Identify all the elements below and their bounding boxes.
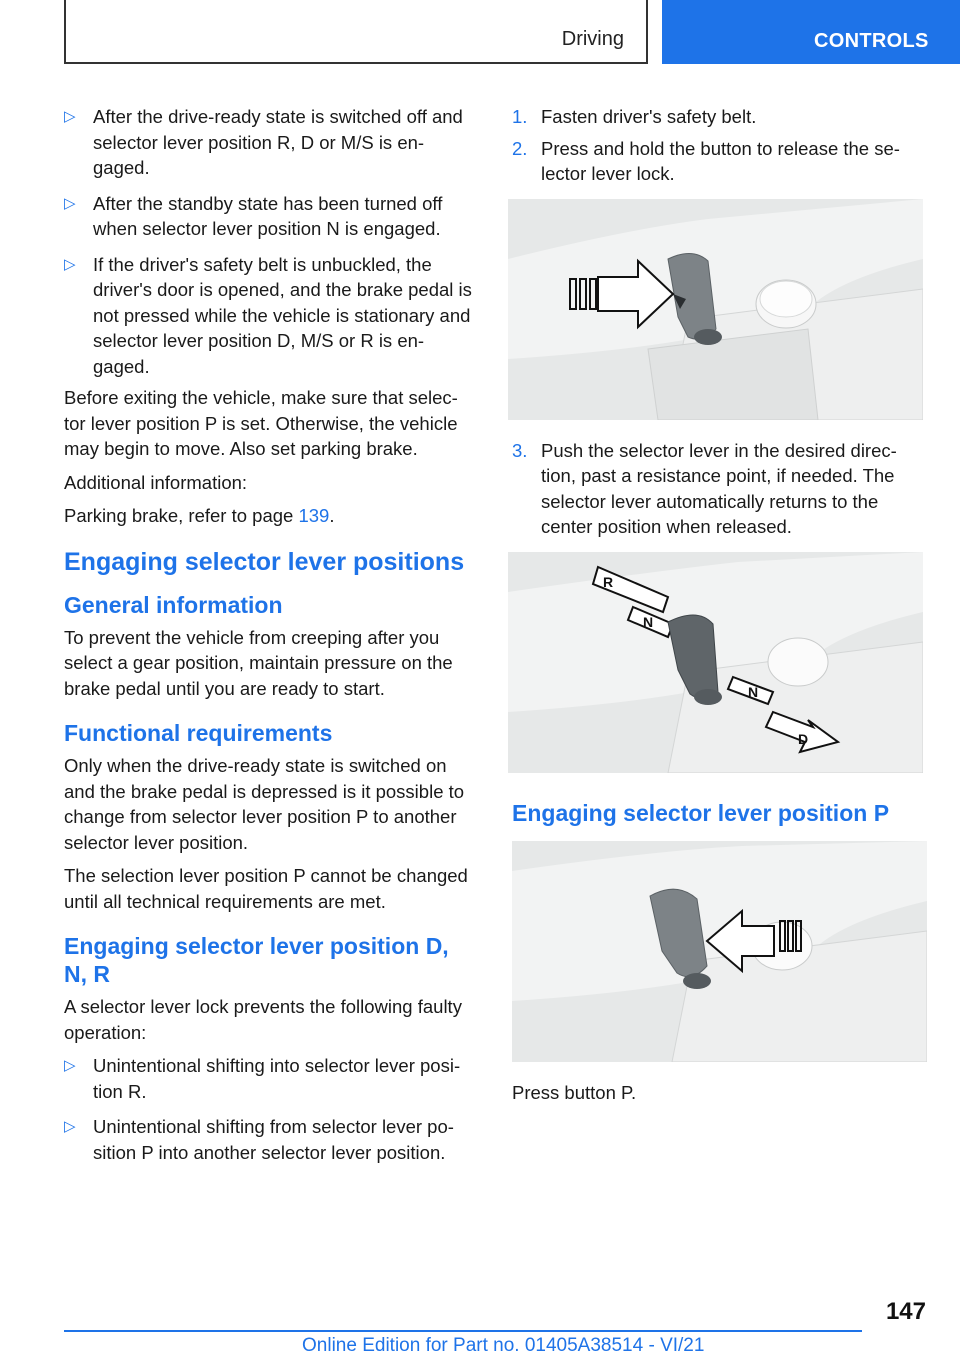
paragraph: A selector lever lock prevents the following faulty operation: [64, 996, 462, 1043]
page-link[interactable]: 139 [298, 505, 330, 526]
right-column [512, 104, 924, 1113]
triangle-bullet-icon: ▷ [64, 255, 76, 273]
list-item: 3. Push the selector lever in the desired direc‐ tion, past a resistance point, if needed. The selector lever automatically returns to the center position when released. [512, 439, 897, 537]
header-section: Driving [561, 28, 624, 50]
subsection-heading: Engaging selector lever position D, N, R [64, 933, 449, 987]
header-tab-controls[interactable]: CONTROLS [662, 0, 960, 64]
left-column [64, 104, 478, 1175]
figure-press-p [512, 841, 927, 1062]
gear-selector-illustration [508, 199, 923, 420]
figure-push-lever [508, 552, 923, 773]
subsection-heading: Engaging selector lever position P [512, 799, 890, 826]
list-item: ▷ Unintentional shifting from selector lever po‐ sition P into another selector lever position. [64, 1116, 454, 1163]
gear-label-n-lower: N [748, 683, 759, 700]
paragraph: Parking brake, refer to page 139. [64, 505, 335, 526]
gear-label-r: R [603, 573, 614, 590]
park-button-illustration [512, 841, 927, 1062]
page-number: 147 [885, 1298, 926, 1325]
section-heading: Engaging selector lever positions [64, 547, 465, 576]
triangle-bullet-icon: ▷ [64, 1057, 76, 1074]
footer-divider [64, 1330, 862, 1332]
paragraph: The selection lever position P cannot be changed until all technical requirements are met. [64, 865, 468, 912]
paragraph: Press button P. [512, 1081, 637, 1103]
paragraph: Additional information: [64, 471, 248, 493]
gear-positions-illustration [508, 552, 923, 773]
triangle-bullet-icon: ▷ [64, 1118, 76, 1135]
gear-label-n-upper: N [643, 613, 654, 630]
paragraph: Only when the drive-ready state is switched on and the brake pedal is depressed is it possible to change from selector lever position P to another selector lever position. [64, 755, 465, 853]
triangle-bullet-icon: ▷ [64, 194, 76, 212]
list-item: ▷ If the driver's safety belt is unbuckled, the driver's door is opened, and the brake pedal is not pressed while the vehicle is stationary and selector lever position D, M/S or R is en‐ gaged. [64, 253, 472, 377]
list-item: ▷ After the standby state has been turned off when selector lever position N is engaged. [64, 192, 443, 239]
list-item: 1. Fasten driver's safety belt. [512, 106, 757, 127]
gear-label-d: D [798, 730, 809, 747]
figure-release-lock [508, 199, 923, 420]
subsection-heading: General information [64, 591, 283, 618]
list-item: ▷ After the drive-ready state is switched off and selector lever position R, D or M/S is en‐ gaged. [64, 106, 463, 178]
header-frame [64, 0, 648, 64]
triangle-bullet-icon: ▷ [64, 108, 76, 125]
paragraph: To prevent the vehicle from creeping after you select a gear position, maintain pressure on the brake pedal until you are ready to start. [64, 626, 453, 699]
list-item: ▷ Unintentional shifting into selector lever posi‐ tion R. [64, 1055, 461, 1102]
footer-edition: Online Edition for Part no. 01405A38514 - VI/21 [302, 1335, 705, 1356]
paragraph: Before exiting the vehicle, make sure that selec‐ tor lever position P is set. Otherwise, the vehicle may begin to move. Also set parking brake. [64, 387, 458, 459]
subsection-heading: Functional requirements [64, 720, 333, 746]
list-item: 2. Press and hold the button to release the se‐ lector lever lock. [512, 137, 900, 184]
